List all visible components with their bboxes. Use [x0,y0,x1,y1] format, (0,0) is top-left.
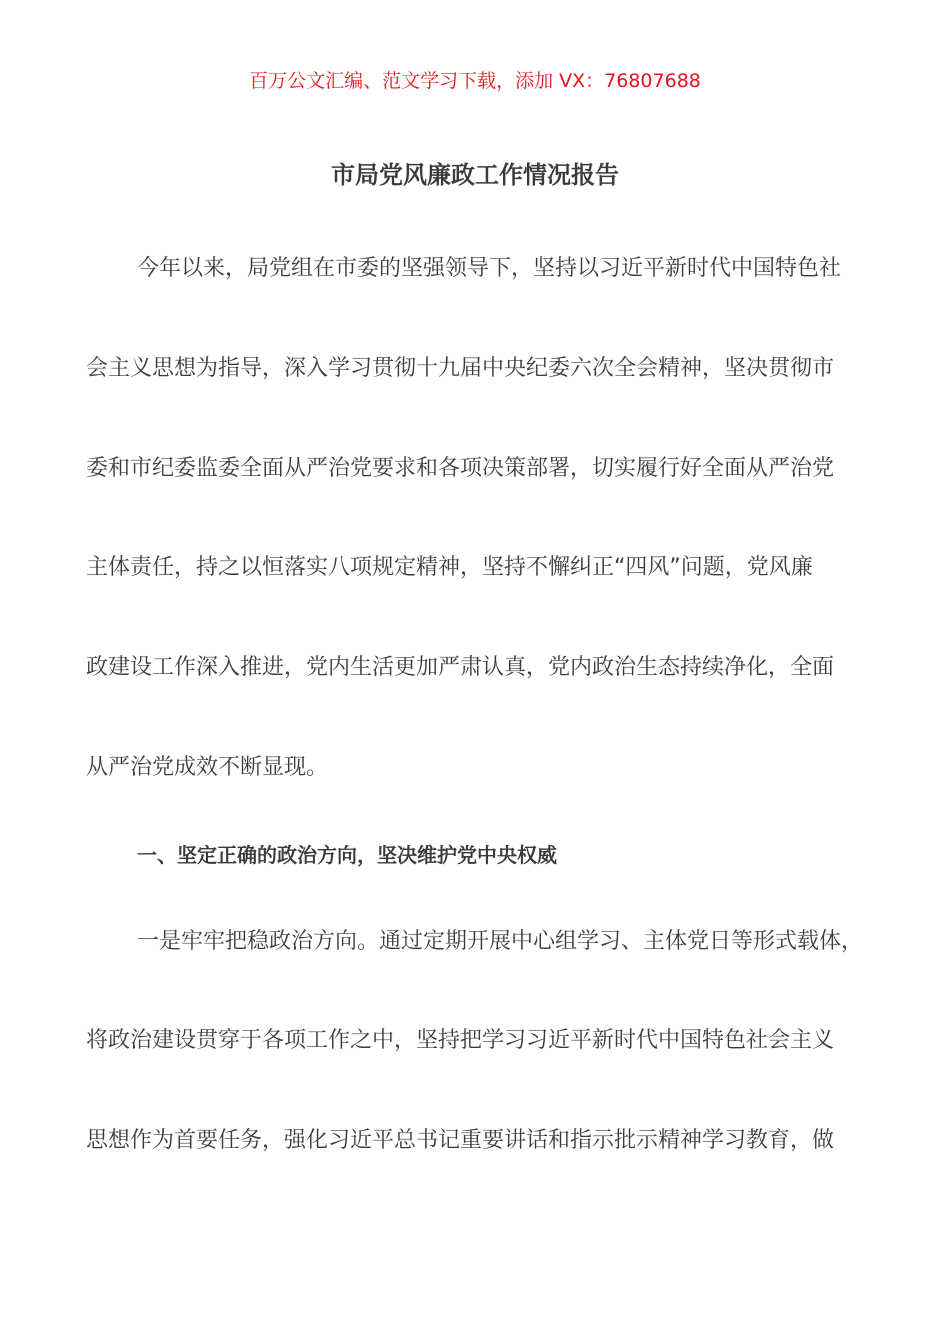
paragraph-line: 思想作为首要任务，强化习近平总书记重要讲话和指示批示精神学习教育，做 [86,1128,835,1153]
header-notice: 百万公文汇编、范文学习下载，添加 VX：76807688 [249,70,701,92]
paragraph-line: 政建设工作深入推进，党内生活更加严肃认真，党内政治生态持续净化，全面 [86,655,835,680]
document-title: 市局党风廉政工作情况报告 [331,161,619,189]
paragraph-line: 委和市纪委监委全面从严治党要求和各项决策部署，切实履行好全面从严治党 [86,456,835,481]
paragraph-line: 会主义思想为指导，深入学习贯彻十九届中央纪委六次全会精神，坚决贯彻市 [86,356,835,381]
section-heading: 一、坚定正确的政治方向，坚决维护党中央权威 [137,843,557,867]
paragraph-line: 一是牢牢把稳政治方向。通过定期开展中心组学习、主体党日等形式载体， [137,929,864,954]
paragraph-line: 从严治党成效不断显现。 [86,755,329,780]
paragraph-line: 主体责任，持之以恒落实八项规定精神，坚持不懈纠正“四风”问题，党风廉 [86,555,813,580]
paragraph-line: 今年以来，局党组在市委的坚强领导下，坚持以习近平新时代中国特色社 [137,256,842,281]
paragraph-line: 将政治建设贯穿于各项工作之中，坚持把学习习近平新时代中国特色社会主义 [86,1028,835,1053]
